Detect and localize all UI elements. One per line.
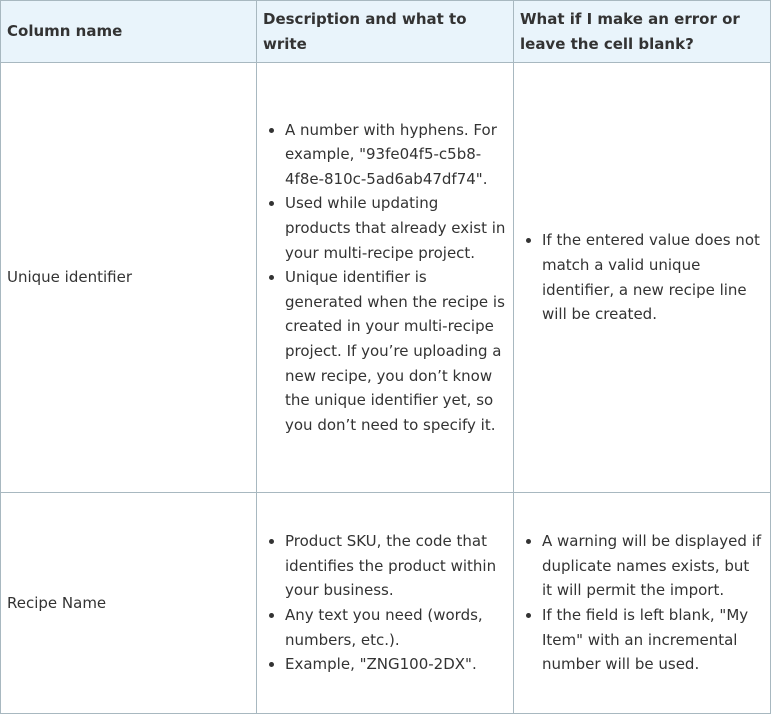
table-row: [1, 63, 771, 493]
row-name: Recipe Name: [1, 493, 257, 714]
header-error: What if I make an error or leave the cell blank?: [514, 1, 771, 63]
list-item: Product SKU, the code that identifies the product within your business.: [285, 529, 507, 603]
error-list: [520, 228, 764, 326]
header-column-name: Column name: [1, 1, 257, 63]
error-list: [520, 529, 764, 677]
row-name: Unique identifier: [1, 63, 257, 493]
list-item: A number with hyphens. For example, "93fe04f5-c5b8-4f8e-810c-5ad6ab47df74".: [285, 118, 507, 192]
list-item: Any text you need (words, numbers, etc.).: [285, 603, 507, 652]
row-error: [514, 63, 771, 493]
list-item: Unique identifier is generated when the recipe is created in your multi-recipe project. If you’re uploading a new recipe, you don’t know the unique identifier yet, so you don’t need to specify it.: [285, 265, 507, 437]
list-item: Used while updating products that already exist in your multi-recipe project.: [285, 191, 507, 265]
list-item: A warning will be displayed if duplicate names exists, but it will permit the import.: [542, 529, 764, 603]
description-list: [263, 529, 507, 677]
description-list: [263, 118, 507, 438]
list-item: Example, "ZNG100-2DX".: [285, 652, 507, 677]
row-description: [257, 63, 514, 493]
list-item: If the entered value does not match a valid unique identifier, a new recipe line will be created.: [542, 228, 764, 326]
row-error: [514, 493, 771, 714]
table-row: [1, 493, 771, 714]
header-description: Description and what to write: [257, 1, 514, 63]
list-item: If the field is left blank, "My Item" with an incremental number will be used.: [542, 603, 764, 677]
header-row: [1, 1, 771, 63]
row-description: [257, 493, 514, 714]
